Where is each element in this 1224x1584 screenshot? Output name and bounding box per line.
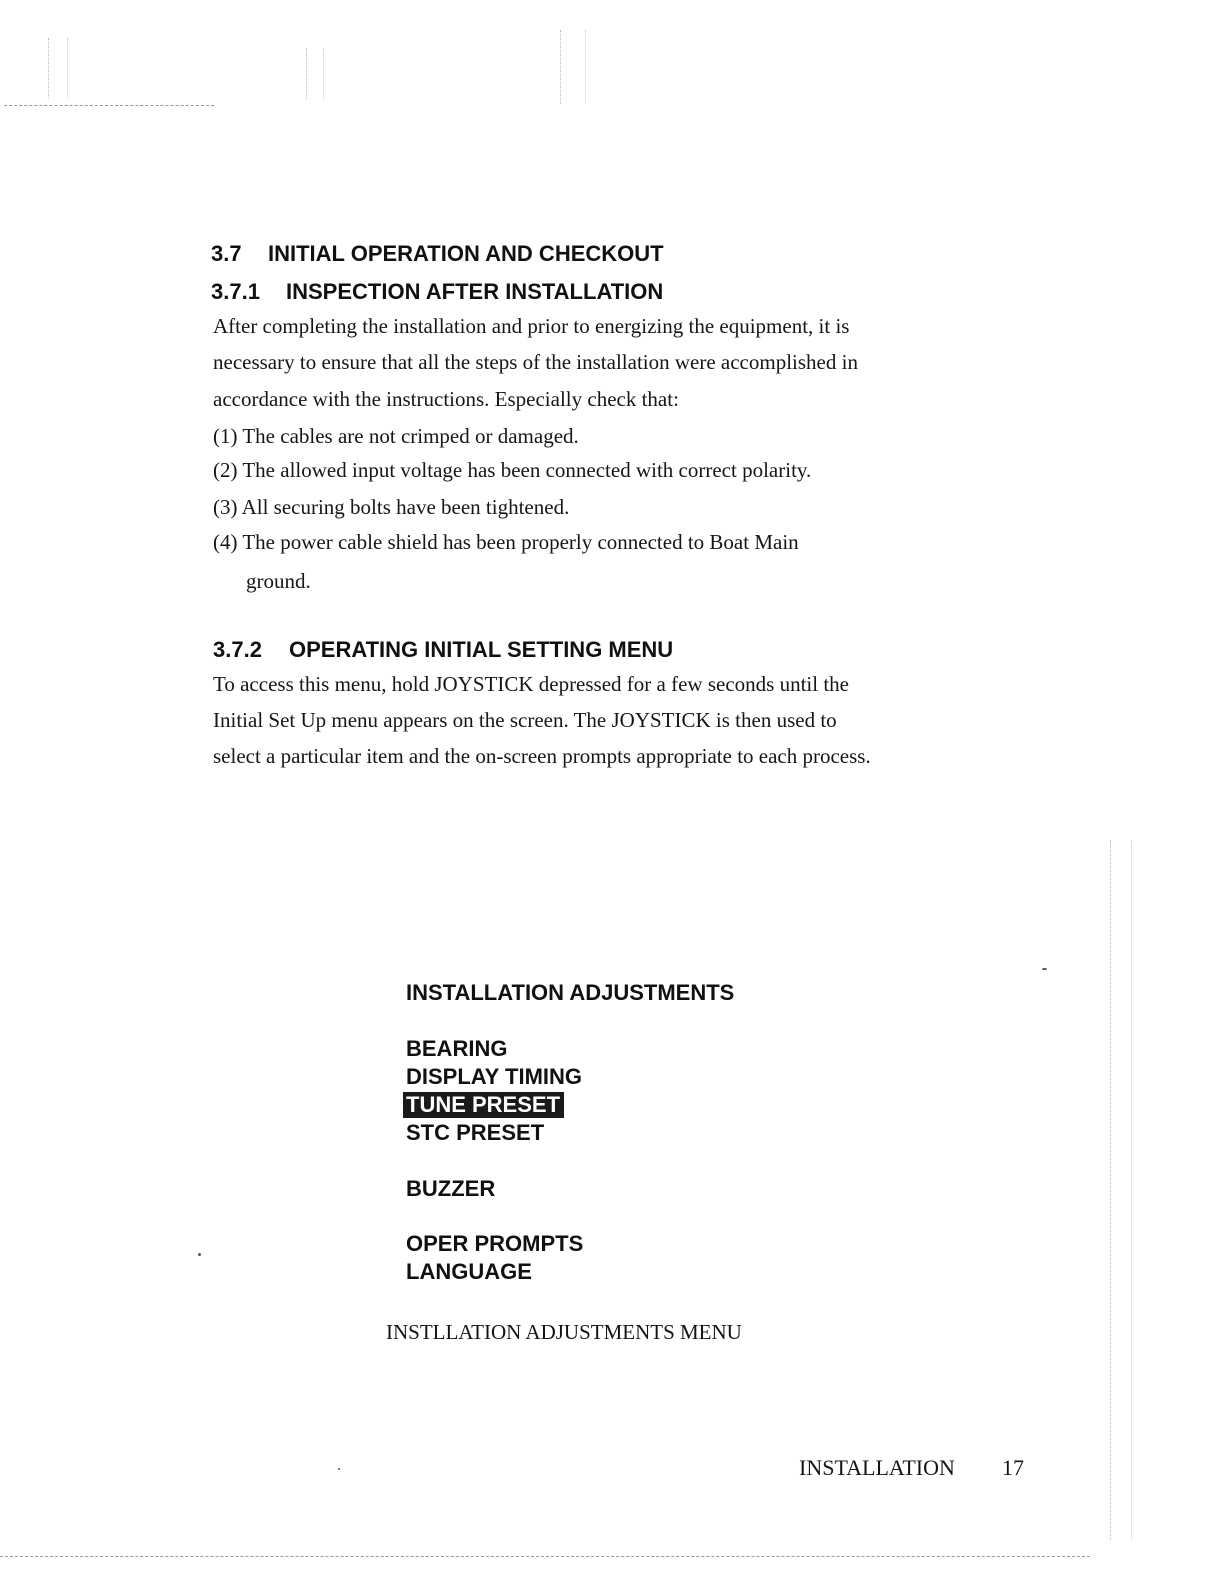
scan-artifact-speckle — [1110, 840, 1132, 1540]
scan-artifact-speckle — [306, 48, 324, 100]
scan-artifact-speckle — [560, 30, 586, 104]
checklist-item: (1) The cables are not crimped or damaged. — [213, 424, 579, 448]
menu-item-language: LANGUAGE — [406, 1259, 532, 1284]
scan-artifact-speck — [1042, 968, 1047, 970]
section-3-7-1-heading — [211, 279, 663, 305]
checklist-item: (3) All securing bolts have been tightened. — [213, 495, 570, 519]
installation-adjustments-menu — [406, 980, 806, 1290]
section-3-7-heading — [211, 241, 664, 267]
section-number: 3.7.2 — [213, 637, 262, 662]
paragraph-line: After completing the installation and prior to energizing the equipment, it is — [213, 314, 850, 338]
menu-item-tune-preset-selected: TUNE PRESET — [403, 1092, 564, 1118]
menu-item-buzzer: BUZZER — [406, 1176, 496, 1201]
section-number: 3.7 — [211, 241, 242, 266]
checklist-item-continuation: ground. — [246, 569, 311, 593]
page-number: 17 — [1002, 1455, 1024, 1480]
figure-caption: INSTLLATION ADJUSTMENTS MENU — [386, 1320, 742, 1344]
scan-artifact-speckle — [48, 38, 68, 98]
menu-item-display-timing: DISPLAY TIMING — [406, 1064, 583, 1089]
section-3-7-2-heading — [213, 637, 673, 663]
paragraph-line: To access this menu, hold JOYSTICK depressed for a few seconds until the — [213, 672, 849, 696]
footer-section-name: INSTALLATION — [799, 1455, 955, 1480]
paragraph-line: Initial Set Up menu appears on the screen. The JOYSTICK is then used to — [213, 708, 837, 732]
scan-artifact-bottom-rule — [0, 1556, 1090, 1557]
menu-item-bearing: BEARING — [406, 1036, 508, 1061]
section-title: INSPECTION AFTER INSTALLATION — [286, 279, 664, 304]
paragraph-line: necessary to ensure that all the steps of the installation were accomplished in — [213, 350, 858, 374]
scan-artifact-speck — [338, 1468, 340, 1470]
menu-title: INSTALLATION ADJUSTMENTS — [406, 980, 735, 1005]
checklist-item: (4) The power cable shield has been properly connected to Boat Main — [213, 530, 799, 554]
scan-artifact-top-rule — [4, 105, 214, 106]
menu-item-stc-preset: STC PRESET — [406, 1120, 545, 1145]
paragraph-line: select a particular item and the on-screen prompts appropriate to each process. — [213, 744, 871, 768]
section-title: OPERATING INITIAL SETTING MENU — [289, 637, 674, 662]
section-number: 3.7.1 — [211, 279, 260, 304]
scan-artifact-speck — [198, 1253, 201, 1256]
section-title: INITIAL OPERATION AND CHECKOUT — [268, 241, 664, 266]
paragraph-line: accordance with the instructions. Especially check that: — [213, 387, 679, 411]
menu-item-oper-prompts: OPER PROMPTS — [406, 1231, 584, 1256]
checklist-item: (2) The allowed input voltage has been connected with correct polarity. — [213, 458, 812, 482]
